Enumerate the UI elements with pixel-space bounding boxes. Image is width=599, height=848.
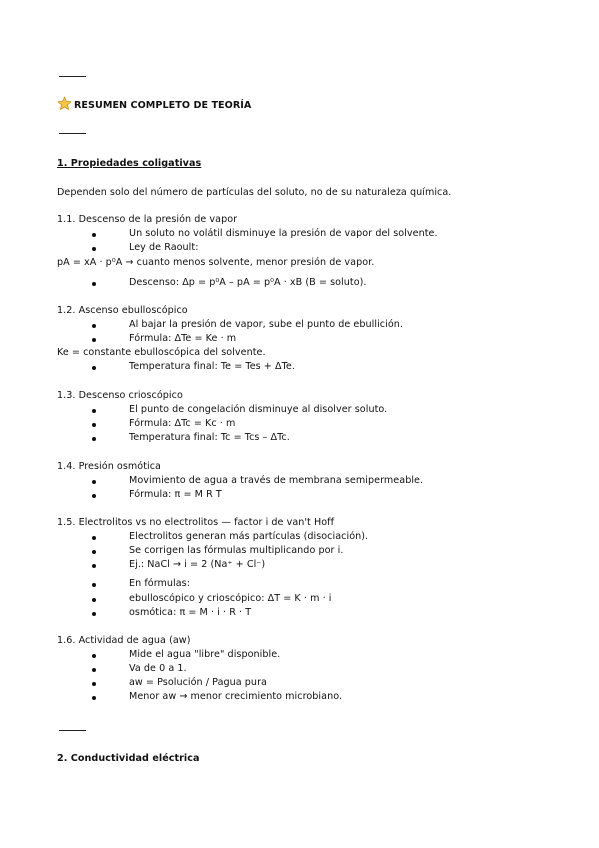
section-intro: Dependen solo del número de partículas del soluto, no de su naturaleza química. [57,187,452,198]
bullet-marker [92,550,96,554]
horizontal-rule [59,730,86,731]
list-item: Va de 0 a 1. [129,663,187,674]
bullet-marker [92,480,96,484]
bullet-marker [92,598,96,602]
bullet-marker [92,536,96,540]
bullet-marker [92,247,96,251]
bullet-marker [92,564,96,568]
section-title: 2. Conductividad eléctrica [57,753,200,764]
horizontal-rule [59,133,86,134]
bullet-marker [92,612,96,616]
note-line: Ke = constante ebulloscópica del solvente. [57,347,266,358]
bullet-marker [92,654,96,658]
subsection-title: 1.3. Descenso crioscópico [57,390,183,401]
list-item: Fórmula: ΔTc = Kc · m [129,418,236,429]
bullet-marker [92,423,96,427]
subsection-title: 1.1. Descenso de la presión de vapor [57,214,238,225]
bullet-marker [92,282,96,286]
horizontal-rule [59,76,86,77]
subsection-title: 1.6. Actividad de agua (aw) [57,635,191,646]
list-item: Movimiento de agua a través de membrana semipermeable. [129,475,424,486]
subsection-title: 1.5. Electrolitos vs no electrolitos — factor i de van't Hoff [57,517,335,528]
bullet-marker [92,696,96,700]
subsection-title: 1.4. Presión osmótica [57,461,161,472]
list-item: Fórmula: π = M R T [129,489,222,500]
list-item: Se corrigen las fórmulas multiplicando por i. [129,545,344,556]
bullet-marker [92,682,96,686]
bullet-marker [92,494,96,498]
list-item: Un soluto no volátil disminuye la presión de vapor del solvente. [129,228,438,239]
list-item: Ley de Raoult: [129,242,199,253]
subsection-title: 1.2. Ascenso ebulloscópico [57,305,188,316]
bullet-marker [92,233,96,237]
list-item: ebulloscópico y crioscópico: ΔT = K · m · i [129,593,332,604]
list-item: El punto de congelación disminuye al disolver soluto. [129,404,388,415]
list-item: aw = Psolución / Pagua pura [129,677,267,688]
bullet-marker [92,583,96,587]
bullet-marker [92,668,96,672]
bullet-marker [92,324,96,328]
list-item: Temperatura final: Te = Tes + ΔTe. [129,361,295,372]
bullet-marker [92,338,96,342]
list-item: Fórmula: ΔTe = Ke · m [129,333,237,344]
formula-line: pA = xA · p⁰A → cuanto menos solvente, menor presión de vapor. [57,257,375,268]
list-item: Ej.: NaCl → i = 2 (Na⁺ + Cl⁻) [129,559,266,570]
list-item: En fórmulas: [129,578,191,589]
bullet-marker [92,437,96,441]
bullet-marker [92,366,96,370]
list-item: Descenso: Δp = p⁰A – pA = p⁰A · xB (B = soluto). [129,277,367,288]
section-title: 1. Propiedades coligativas [57,158,202,169]
list-item: Temperatura final: Tc = Tcs – ΔTc. [129,432,290,443]
bullet-marker [92,409,96,413]
list-item: Electrolitos generan más partículas (disociación). [129,531,369,542]
list-item: Menor aw → menor crecimiento microbiano. [129,691,343,702]
list-item: osmótica: π = M · i · R · T [129,607,252,618]
header-title: RESUMEN COMPLETO DE TEORÍA [74,100,252,111]
list-item: Al bajar la presión de vapor, sube el punto de ebullición. [129,319,403,330]
list-item: Mide el agua "libre" disponible. [129,649,281,660]
star-icon [57,96,72,111]
